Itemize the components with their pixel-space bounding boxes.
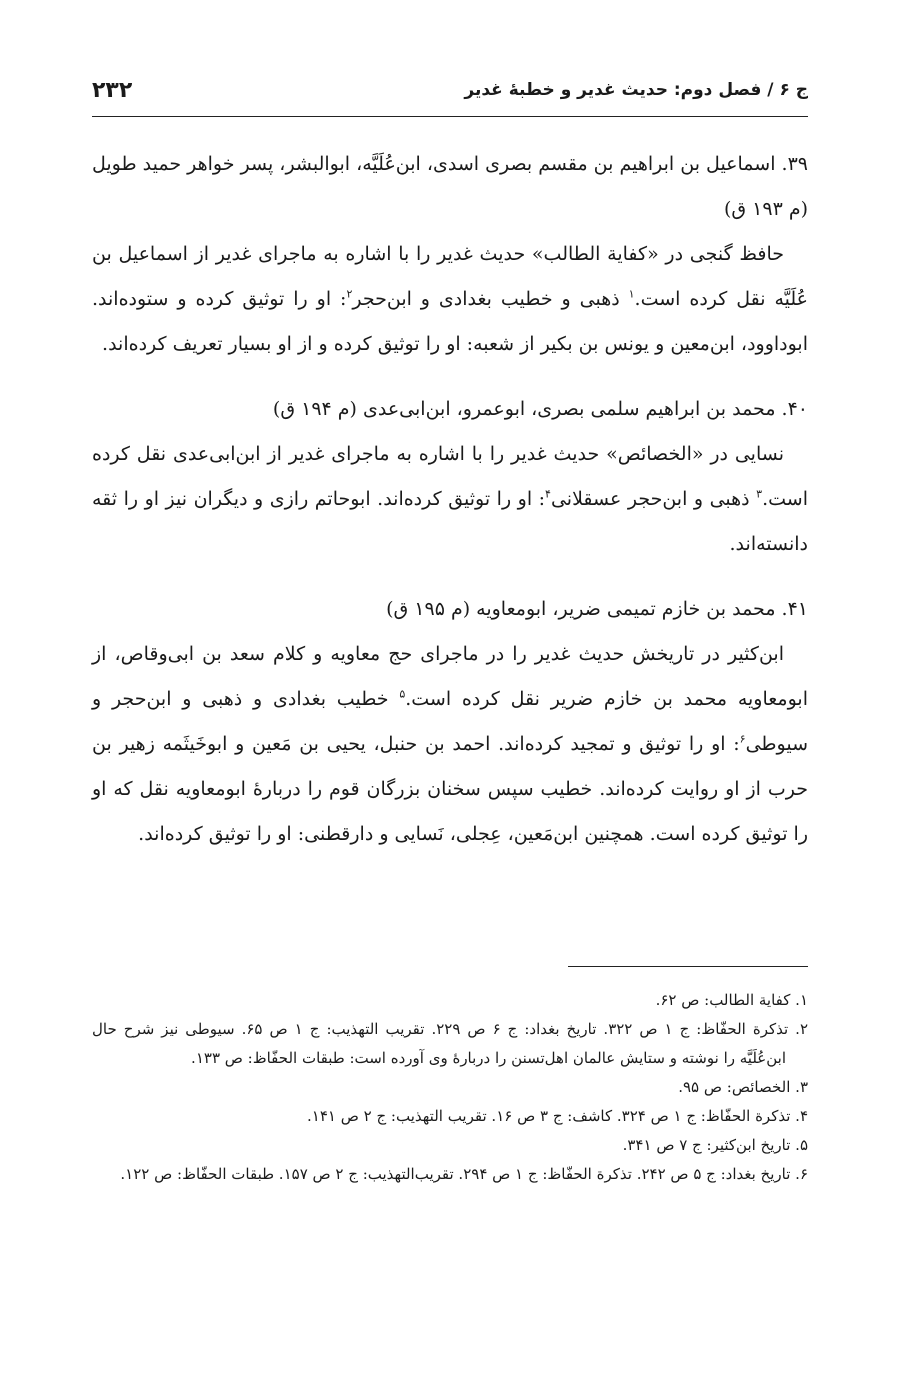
footnote-ref[interactable]: ۳	[756, 487, 763, 501]
entry-heading: ۳۹. اسماعیل بن ابراهیم بن مقسم بصری اسدی، ابن‌عُلَیَّه، ابوالبشر، پسر خواهر حمید طویل (م ۱۹۳ ق)	[92, 153, 808, 220]
entry-heading: ۴۰. محمد بن ابراهیم سلمی بصری، ابوعمرو، ابن‌ابی‌عدی (م ۱۹۴ ق)	[272, 398, 808, 420]
paragraph-text: خطیب بغدادی و ذهبی و ابن‌حجر و سیوطی	[92, 688, 808, 755]
entry-paragraph	[92, 232, 808, 367]
footnote-4: ۴. تذکرة الحفّاظ: ج ۱ ص ۳۲۴. کاشف: ج ۳ ص ۱۶. تقریب التهذیب: ج ۲ ص ۱۴۱.	[307, 1107, 808, 1125]
paragraph-text: : او را توثیق کرده و ستوده‌اند. ابوداوود، ابن‌معین و یونس بن بکیر از شعبه: او را توثیق کرده و از او بسیار تعریف کرده‌اند.	[92, 288, 808, 355]
paragraph-text: ذهبی و خطیب بغدادی و ابن‌حجر	[352, 288, 629, 310]
footnotes	[92, 986, 808, 1189]
paragraph-text: ذهبی و ابن‌حجر عسقلانی	[550, 488, 757, 510]
entry-paragraph	[92, 432, 808, 567]
footnote-5: ۵. تاریخ ابن‌کثیر: ج ۷ ص ۳۴۱.	[622, 1136, 808, 1154]
narrator-entry-41	[92, 587, 808, 857]
footnote-ref[interactable]: ۲	[346, 287, 353, 301]
footnote-2: ۲. تذکرة الحفّاظ: ج ۱ ص ۳۲۲. تاریخ بغداد: ج ۶ ص ۲۲۹. تقریب التهذیب: ج ۱ ص ۶۵. سیوطی نیز شرح حال ابن‌عُلَیَّه را نوشته و ستایش عالمان اهل‌تسنن را دربارهٔ وی آورده است: طبقات الحفّاظ: ص ۱۳۳.	[92, 1020, 809, 1067]
footnote-ref[interactable]: ۴	[545, 487, 551, 501]
paragraph-text: حافظ گنجی در «کفایة الطالب» حدیث غدیر را با اشاره به ماجرای غدیر از اسماعیل بن عُلَیَّه نقل کرده است.	[92, 243, 809, 310]
footnote-1: ۱. کفایة الطالب: ص ۶۲.	[655, 991, 808, 1009]
entry-heading: ۴۱. محمد بن خازم تمیمی ضریر، ابومعاویه (م ۱۹۵ ق)	[386, 598, 808, 620]
page-header	[92, 70, 808, 117]
narrator-entry-40	[92, 387, 808, 567]
footnote-ref[interactable]: ۱	[628, 287, 635, 301]
footnote-ref[interactable]: ۵	[399, 687, 406, 701]
page-number: ۲۳۲	[92, 77, 133, 103]
running-title: ج ۶ / فصل دوم: حدیث غدیر و خطبهٔ غدیر	[464, 80, 808, 100]
paragraph-text: : او را توثیق و تمجید کرده‌اند. احمد بن حنبل، یحیی بن مَعین و ابوخَیثَمه زهیر بن حرب از او روایت کرده‌اند. خطیب سپس سخنان بزرگان قوم را دربارهٔ ابومعاویه نقل که او را توثیق کرده است. همچنین ابن‌مَعین، عِجلی، نَسایی و دارقطنی: او را توثیق کرده‌اند.	[92, 733, 808, 845]
paragraph-text: : او را توثیق کرده‌اند. ابوحاتم رازی و دیگران نیز او را ثقه دانسته‌اند.	[92, 488, 808, 555]
entry-paragraph	[92, 632, 808, 857]
footnote-6: ۶. تاریخ بغداد: ج ۵ ص ۲۴۲. تذکرة الحفّاظ: ج ۱ ص ۲۹۴. تقریب‌التهذیب: ج ۲ ص ۱۵۷. طبقات الحفّاظ: ص ۱۲۲.	[120, 1165, 808, 1183]
footnote-ref[interactable]: ۶	[739, 732, 746, 746]
footnote-3: ۳. الخصائص: ص ۹۵.	[678, 1078, 808, 1096]
book-page	[92, 0, 808, 1390]
paragraph-text: ابن‌کثیر در تاریخش حدیث غدیر را در ماجرای حج معاویه و کلام سعد بن ابی‌وقاص، از ابومعاویه محمد بن خازم ضریر نقل کرده است.	[92, 643, 808, 710]
main-text	[92, 142, 808, 877]
paragraph-text: نسایی در «الخصائص» حدیث غدیر را با اشاره به ماجرای غدیر از ابن‌ابی‌عدی نقل کرده است.	[92, 443, 808, 510]
narrator-entry-39	[92, 142, 808, 367]
footnote-divider	[568, 966, 808, 967]
